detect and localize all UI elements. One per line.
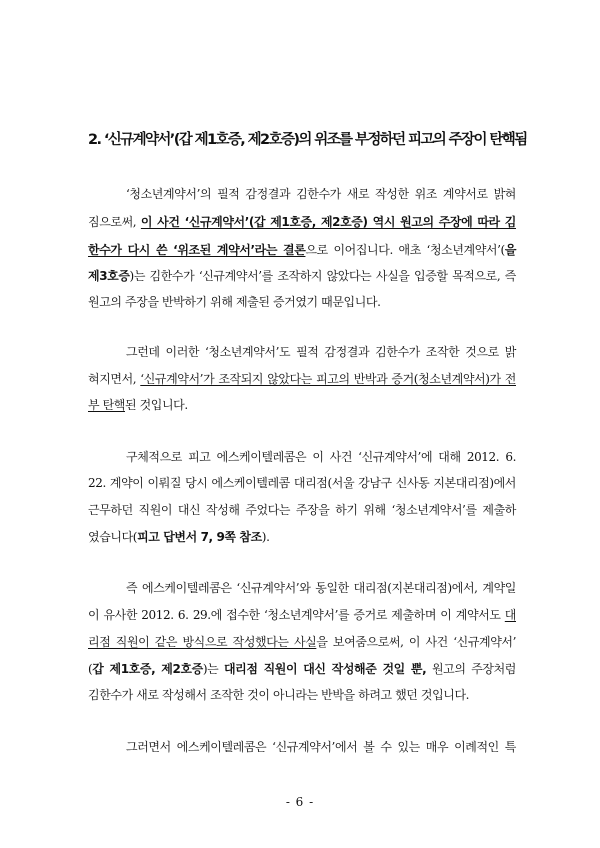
paragraph-3-line-2: 22. 계약이 이뤄질 당시 에스케이텔레콤 대리점(서울 강남구 신사동 지본대리점)에서 xyxy=(88,476,516,490)
paragraph-2-line-3: 부 탄핵된 것입니다. xyxy=(88,398,188,412)
emphasis-text: 이 사건 ‘신규계약서’(갑 제1호증, 제2호증) 역시 원고의 주장에 따라 김 xyxy=(140,215,516,229)
paragraph-4-line-4: (갑 제1호증, 제2호증)는 대리점 직원이 대신 작성해준 것일 뿐, 원고의 주장처럼 xyxy=(88,662,516,676)
citation-text: 피고 답변서 7, 9쪽 참조 xyxy=(137,530,262,544)
underlined-text: ‘신규계약서’가 조작되지 않았다는 피고의 반박과 증거(청소년계약서)가 전 xyxy=(140,372,516,386)
emphasis-text: 한수가 다시 쓴 ‘위조된 계약서’라는 결론 xyxy=(88,243,306,257)
paragraph-3-line-1: 구체적으로 피고 에스케이텔레콤은 이 사건 ‘신규계약서’에 대해 2012. 6. xyxy=(126,450,516,464)
emphasis-text: 대리점 직원이 대신 작성해준 것일 뿐, xyxy=(223,662,427,676)
paragraph-1-line-5: 원고의 주장을 반박하기 위해 제출된 증거였기 때문입니다. xyxy=(88,295,381,309)
paragraph-4-line-1: 즉 에스케이텔레콤은 ‘신규계약서’와 동일한 대리점(지본대리점)에서, 계약일 xyxy=(126,581,516,595)
paragraph-2-line-2: 혀지면서, ‘신규계약서’가 조작되지 않았다는 피고의 반박과 증거(청소년계약서)가 전 xyxy=(88,372,516,386)
paragraph-3-line-3: 근무하던 직원이 대신 작성해 주었다는 주장을 하기 위해 ‘청소년계약서’를 제출하 xyxy=(88,503,516,517)
underlined-text: 부 탄핵 xyxy=(88,398,125,412)
paragraph-1-line-2: 짐으로써, 이 사건 ‘신규계약서’(갑 제1호증, 제2호증) 역시 원고의 주장에 따라 김 xyxy=(88,215,516,229)
section-heading: 2. ‘신규계약서’(갑 제1호증, 제2호증)의 위조를 부정하던 피고의 주장이 탄핵됨 xyxy=(88,132,527,148)
paragraph-5-line-1: 그러면서 에스케이텔레콤은 ‘신규계약서’에서 볼 수 있는 매우 이례적인 특 xyxy=(126,740,516,754)
paragraph-2-line-1: 그런데 이러한 ‘청소년계약서’도 필적 감정결과 김한수가 조작한 것으로 밝 xyxy=(126,345,516,359)
citation-text: 갑 제1호증, 제2호증 xyxy=(92,662,203,676)
citation-text: 제3호증 xyxy=(88,269,130,283)
underlined-text: 대 xyxy=(504,608,516,622)
paragraph-1-line-4: 제3호증)는 김한수가 ‘신규계약서’를 조작하지 않았다는 사실을 입증할 목적으로, 즉 xyxy=(88,269,516,283)
citation-text: 을 xyxy=(504,243,517,257)
paragraph-4-line-3: 리점 직원이 같은 방식으로 작성했다는 사실을 보여줌으로써, 이 사건 ‘신규계약서’ xyxy=(88,635,516,649)
paragraph-4-line-2: 이 유사한 2012. 6. 29.에 접수한 ‘청소년계약서’를 증거로 제출하며 이 계약서도 대 xyxy=(88,608,516,622)
page-number: - 6 - xyxy=(285,795,315,809)
underlined-text: 리점 직원이 같은 방식으로 작성했다는 사실 xyxy=(88,635,317,649)
paragraph-3-line-4: 였습니다(피고 답변서 7, 9쪽 참조). xyxy=(88,530,270,544)
paragraph-4-line-5: 김한수가 새로 작성해서 조작한 것이 아니라는 반박을 하려고 했던 것입니다. xyxy=(88,688,470,702)
paragraph-1-line-3: 한수가 다시 쓴 ‘위조된 계약서’라는 결론으로 이어집니다. 애초 ‘청소년계약서’(을 xyxy=(88,243,517,257)
paragraph-1-line-1: ‘청소년계약서’의 필적 감정결과 김한수가 새로 작성한 위조 계약서로 밝혀 xyxy=(126,187,516,201)
